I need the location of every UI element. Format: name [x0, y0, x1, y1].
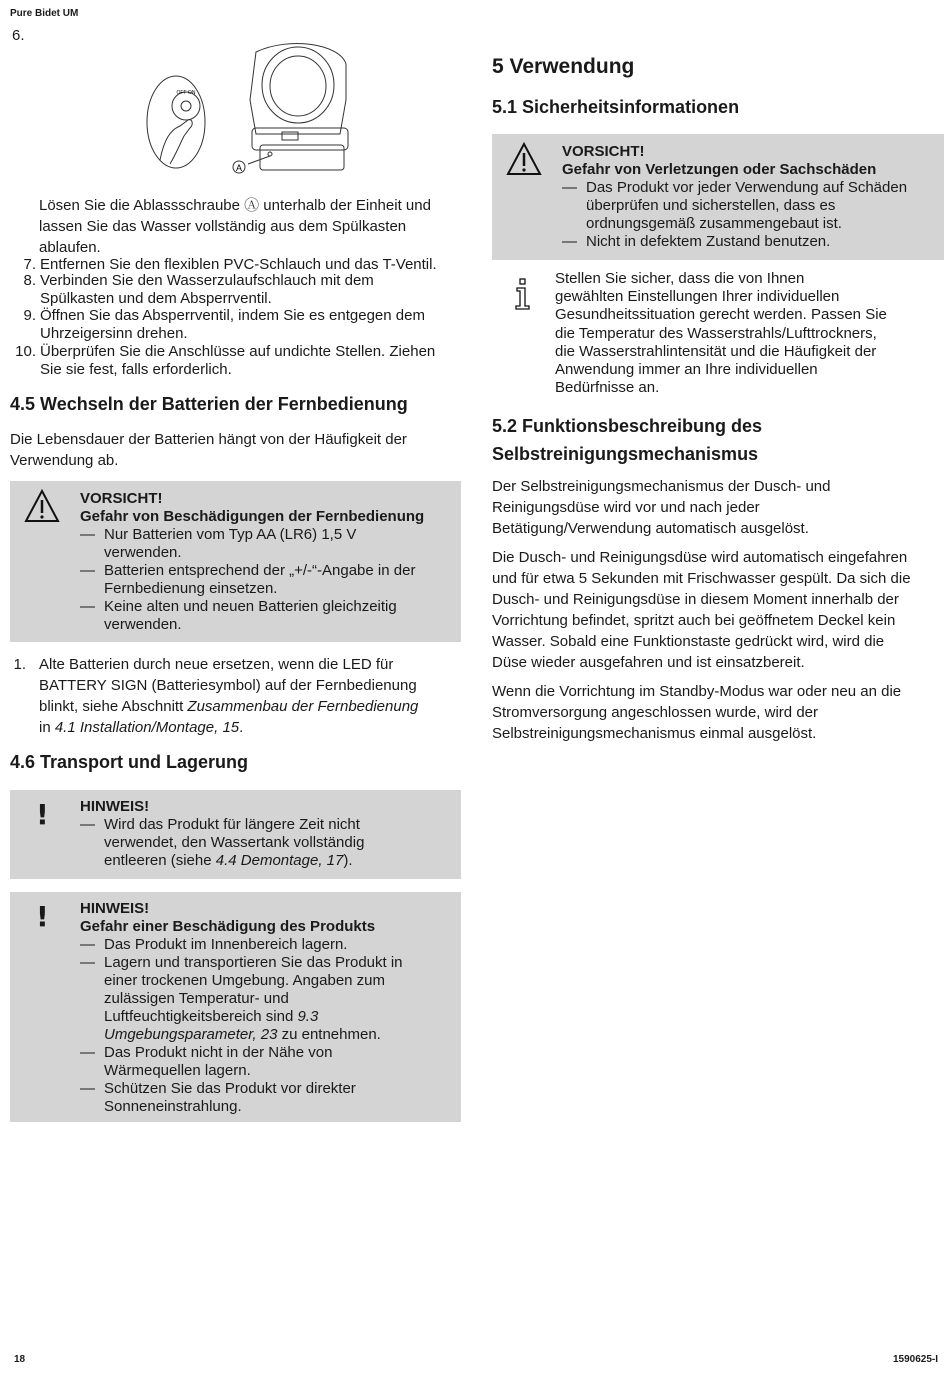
safety-caution-box	[492, 134, 944, 260]
section-4-5-intro	[10, 429, 460, 471]
notice-line: entleeren (siehe	[104, 852, 216, 869]
caution-item: — Nur Batterien vom Typ AA (LR6) 1,5 V verwenden.	[80, 526, 357, 561]
notice-line: Luftfeuchtigkeitsbereich sind	[104, 1008, 298, 1025]
step-line	[39, 717, 459, 738]
text: .	[239, 719, 244, 736]
exclamation-icon: !	[36, 900, 49, 933]
step-number: 9.	[23, 307, 36, 324]
section-4-6-heading: 4.6 Transport und Lagerung	[10, 752, 249, 772]
notice-item: — Schützen Sie das Produkt vor direkter Sonneneinstrahlung.	[80, 1080, 356, 1115]
step-number: 10.	[15, 343, 36, 360]
transport-notice-box	[10, 790, 461, 879]
caution-label: VORSICHT!	[562, 143, 645, 160]
step-text	[40, 272, 374, 308]
notice-item: — Lagern und transportieren Sie das Produkt in einer trockenen Umgebung. Angaben zum zulässigen Temperatur- und Luftfeuchtigkeitsbereich sind 9.3 Umgebungsparameter, 23 zu entnehmen.	[80, 954, 403, 1043]
info-line: Stellen Sie sicher, dass die von Ihnen	[555, 270, 805, 287]
document-code: 1590625-I	[892, 1354, 938, 1365]
cross-reference: 4.4 Demontage, 17	[215, 852, 344, 869]
step-line: BATTERY SIGN (Batteriesymbol) auf der Fernbedienung	[39, 677, 417, 694]
battery-caution-box	[10, 481, 461, 642]
caution-item: — Keine alten und neuen Batterien gleichzeitig verwenden.	[80, 598, 397, 633]
cross-reference: Zusammenbau der Fernbedienung	[187, 698, 419, 715]
caution-item-line: Nicht in defektem Zustand benutzen.	[586, 233, 831, 250]
step-8	[10, 272, 460, 308]
battery-step-1	[10, 654, 460, 738]
paragraph-line: Die Dusch- und Reinigungsdüse wird automatisch eingefahren	[492, 549, 908, 566]
step-text-line: Sie sie fest, falls erforderlich.	[40, 361, 232, 378]
step-number: 8.	[23, 272, 36, 289]
dial-label: OFF ON	[176, 90, 196, 96]
notice-line: zulässigen Temperatur- und	[104, 990, 289, 1007]
notice-item: — Wird das Produkt für längere Zeit nicht verwendet, den Wassertank vollständig entleeren (siehe 4.4 Demontage, 17).	[80, 816, 365, 869]
info-line: Bedürfnisse an.	[555, 379, 660, 397]
paragraph-2	[492, 547, 942, 673]
notice-label: HINWEIS!	[80, 900, 150, 917]
step-10	[10, 343, 460, 379]
caution-item-line: überprüfen und sicherstellen, dass es	[586, 197, 836, 214]
cross-reference: Umgebungsparameter, 23	[104, 1026, 278, 1043]
notice-line: Das Produkt im Innenbereich lagern.	[104, 936, 348, 953]
paragraph-3	[492, 681, 942, 744]
step-text-line: Überprüfen Sie die Anschlüsse auf undichte Stellen. Ziehen	[40, 343, 436, 360]
notice-line: Das Produkt nicht in der Nähe von	[104, 1044, 333, 1061]
notice-item: — Das Produkt im Innenbereich lagern.	[80, 936, 348, 953]
notice-line: einer trockenen Umgebung. Angaben zum	[104, 972, 386, 989]
storage-notice-box	[10, 892, 461, 1122]
step-text-line: Uhrzeigersinn drehen.	[40, 325, 188, 342]
step-6-line-2: lassen Sie das Wasser vollständig aus dem Spülkasten	[39, 218, 407, 235]
paragraph-line: Wenn die Vorrichtung im Standby-Modus war oder neu an die	[492, 683, 902, 700]
notice-label: HINWEIS!	[80, 798, 150, 815]
step-text	[40, 343, 435, 379]
info-line: Anwendung immer an Ihre individuellen	[555, 361, 818, 379]
step-text-line: Verbinden Sie den Wasserzulaufschlauch mit dem	[40, 272, 374, 289]
warning-triangle-icon	[506, 142, 542, 176]
marker-a-label: A	[235, 163, 243, 173]
caution-title: Gefahr von Beschädigungen der Fernbedienung	[80, 508, 425, 525]
section-5-1-heading: 5.1 Sicherheitsinformationen	[492, 97, 740, 117]
drain-screw-illustration	[140, 40, 360, 175]
info-line: Gesundheitssituation gerecht werden. Passen Sie	[555, 306, 887, 324]
caution-item-line: Batterien entsprechend der „+/-“-Angabe in der	[104, 562, 416, 579]
page-number: 18	[14, 1354, 26, 1365]
paragraph-line: Der Selbstreinigungsmechanismus der Dusch- und	[492, 478, 831, 495]
notice-item: — Das Produkt nicht in der Nähe von Wärmequellen lagern.	[80, 1044, 333, 1079]
notice-line: Wird das Produkt für längere Zeit nicht	[104, 816, 360, 833]
warning-triangle-icon	[24, 489, 60, 523]
step-text: Entfernen Sie den flexiblen PVC-Schlauch und das T-Ventil.	[40, 256, 437, 273]
paragraph-line: und für etwa 5 Sekunden mit Frischwasser gespült. Da sich die	[492, 570, 911, 587]
cross-reference: 9.3	[297, 1008, 319, 1025]
paragraph-line: Betätigung/Verwendung automatisch ausgelöst.	[492, 520, 809, 537]
paragraph-line: Reinigungsdüse wird vor und nach jeder	[492, 499, 760, 516]
section-4-5-heading: 4.5 Wechseln der Batterien der Fernbedienung	[10, 394, 408, 414]
info-line: die Temperatur des Wasserstrahls/Lufttrockners,	[555, 324, 877, 342]
caution-label: VORSICHT!	[80, 490, 163, 507]
paragraph-line: Vorrichtung befindet, spritzt auch bei geöffnetem Deckel kein	[492, 612, 896, 629]
paragraph-line: Dusch- und Reinigungsdüse in diesem Moment innerhalb der	[492, 591, 899, 608]
heading-line: Selbstreinigungsmechanismus	[492, 444, 759, 464]
caution-item: — Nicht in defektem Zustand benutzen.	[562, 233, 831, 250]
notice-line: Schützen Sie das Produkt vor direkter	[104, 1080, 356, 1097]
info-icon	[514, 278, 532, 310]
step-number: 1.	[13, 656, 26, 673]
caution-title: Gefahr von Verletzungen oder Sachschäden	[562, 161, 877, 178]
step-6-line-1: Lösen Sie die Ablassschraube Ⓐ unterhalb der Einheit und	[39, 197, 431, 214]
step-line: Alte Batterien durch neue ersetzen, wenn die LED für	[39, 656, 394, 673]
step-6-text	[39, 195, 459, 258]
section-5-2-heading	[492, 412, 762, 468]
paragraph-line: Düse wieder ausgefahren und ist einsatzbereit.	[492, 654, 805, 671]
caution-item-line: Keine alten und neuen Batterien gleichzeitig	[104, 598, 397, 615]
step-9	[10, 307, 460, 343]
text: blinkt, siehe Abschnitt	[39, 698, 188, 715]
intro-line: Verwendung ab.	[10, 452, 119, 469]
caution-item-line: verwenden.	[104, 544, 182, 561]
caution-item: — Das Produkt vor jeder Verwendung auf Schäden überprüfen und sicherstellen, dass es ordnungsgemäß zusammengebaut ist.	[562, 179, 908, 232]
intro-line: Die Lebensdauer der Batterien hängt von der Häufigkeit der	[10, 431, 407, 448]
paragraph-line: Stromversorgung angeschlossen wurde, wird der	[492, 704, 818, 721]
document-header: Pure Bidet UM	[10, 8, 79, 19]
notice-line: Sonneneinstrahlung.	[104, 1098, 242, 1115]
notice-line: Wärmequellen lagern.	[104, 1062, 251, 1079]
caution-item-line: Nur Batterien vom Typ AA (LR6) 1,5 V	[104, 526, 357, 543]
text: in	[39, 719, 55, 736]
step-line	[39, 696, 459, 717]
step-text-line: Spülkasten und dem Absperrventil.	[40, 290, 272, 307]
heading-line: 5.2 Funktionsbeschreibung des	[492, 416, 763, 436]
caution-item: — Batterien entsprechend der „+/-“-Angabe in der Fernbedienung einsetzen.	[80, 562, 416, 597]
step-text	[40, 307, 425, 343]
notice-line: Lagern und transportieren Sie das Produkt in	[104, 954, 403, 971]
info-line: die Wasserstrahlintensität und die Häufigkeit der	[555, 342, 877, 360]
paragraph-line: Wasser. Sobald eine Funktionstaste gedrückt wird, wird die	[492, 633, 885, 650]
info-line: gewählten Einstellungen Ihrer individuellen	[555, 288, 840, 306]
exclamation-icon: !	[36, 798, 49, 831]
seat-outline	[250, 43, 346, 134]
caution-item-line: Fernbedienung einsetzen.	[104, 580, 278, 597]
step-number: 7.	[23, 256, 36, 273]
paragraph-line: Selbstreinigungsmechanismus einmal ausgelöst.	[492, 725, 817, 742]
info-note-text	[555, 270, 939, 397]
caution-item-line: Das Produkt vor jeder Verwendung auf Schäden	[586, 179, 908, 196]
step-text-line: Öffnen Sie das Absperrventil, indem Sie es entgegen dem	[40, 307, 425, 324]
notice-title: Gefahr einer Beschädigung des Produkts	[80, 918, 376, 935]
step-6-line-3: ablaufen.	[39, 239, 101, 256]
paragraph-1	[492, 476, 942, 539]
notice-line: ).	[343, 852, 353, 869]
notice-line: zu entnehmen.	[277, 1026, 381, 1043]
notice-line: verwendet, den Wassertank vollständig	[104, 834, 365, 851]
cross-reference: 4.1 Installation/Montage, 15	[54, 719, 240, 736]
chapter-5-heading: 5 Verwendung	[492, 55, 635, 78]
caution-item-line: verwenden.	[104, 616, 182, 633]
step-text	[39, 654, 459, 738]
caution-item-line: ordnungsgemäß zusammengebaut ist.	[586, 215, 842, 232]
step-6-number: 6.	[12, 27, 25, 44]
